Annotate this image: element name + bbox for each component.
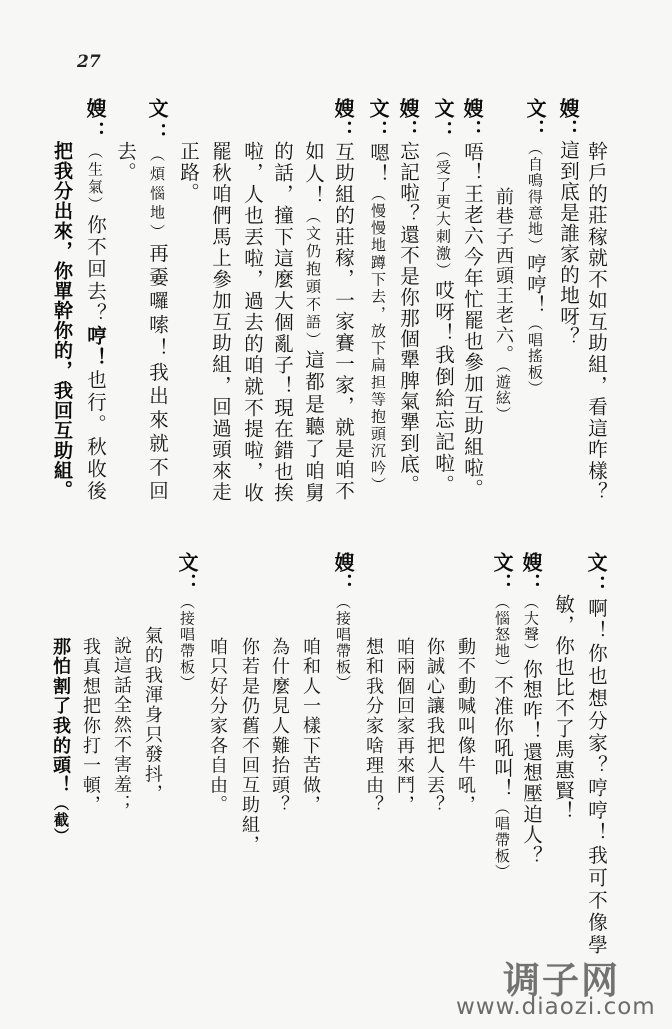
sung-verse: 為什麼見人難抬頭？: [270, 637, 290, 816]
speaker-label: 文：: [584, 552, 608, 598]
dialogue-line: [49, 141, 75, 499]
sung-line: [109, 636, 135, 814]
sung-verse: 咱和人一樣下苦做，: [301, 637, 321, 816]
dialogue-line: [489, 552, 515, 880]
watermark-logo: 调子网: [503, 959, 620, 1002]
speech-text: 如人！: [302, 141, 325, 208]
dialogue-line: [300, 141, 326, 502]
sung-line: [78, 637, 104, 815]
speaker-label: 文：: [366, 98, 390, 143]
speech-text: 哎呀！我倒給忘記啦。: [432, 279, 455, 495]
speech-text: 去。: [114, 141, 137, 183]
sung-line: [453, 637, 479, 815]
speaker-label: 嫂：: [519, 552, 543, 594]
speech-text: 嗯！: [367, 142, 390, 186]
speaker-label: 文：: [145, 98, 169, 147]
dialogue-line: [207, 141, 233, 501]
stage-direction: （惱怒地）: [493, 594, 511, 675]
speaker-label: 文：: [175, 552, 199, 594]
speaker-label: 文：: [490, 552, 514, 594]
speech-text: 哼哼！: [524, 253, 547, 316]
sung-verse: 想和我分家啥理由？: [364, 637, 384, 816]
dialogue-line: [518, 552, 544, 866]
sung-line: [298, 637, 324, 815]
stage-direction: （大聲）: [522, 594, 540, 659]
stage-direction: （慢慢地蹲下去，放下扁担等抱頭沉吟）: [369, 185, 387, 493]
speech-text: 正路。: [177, 141, 200, 204]
speaker-label: 文：: [431, 98, 455, 143]
stage-direction: （受了更大刺激）: [434, 142, 452, 280]
sung-verse: 咱兩個回家再來鬥，: [395, 637, 415, 816]
sung-verse: 前巷子西頭王老六。: [493, 187, 514, 366]
speech-text: 的話，撞下這麼大個亂子！現在錯也挨: [271, 141, 294, 502]
speech-text: 幹戶的莊稼就不如互助組，看這咋樣？: [585, 141, 608, 501]
watermark-url: www.diaozi.com: [456, 994, 656, 1020]
dialogue-line: [550, 594, 576, 822]
speech-text: 你不回去？: [84, 214, 107, 326]
sung-line: [140, 626, 166, 804]
dialogue-line: [583, 141, 609, 501]
page-number: 27: [77, 52, 101, 72]
stage-direction: （遊絃）: [494, 365, 512, 423]
speech-text: 啦，人也丟啦，過去的咱就不提啦，收: [241, 141, 264, 502]
dialogue-line: [395, 98, 421, 494]
speaker-label: 嫂：: [460, 98, 484, 142]
speech-text-emphasis: 把我分出來，你單幹你的，我回互助組。: [51, 141, 73, 499]
sung-line: [237, 637, 263, 855]
sung-verse: 氣的我渾身只發抖，: [143, 626, 163, 805]
dialogue-line: [112, 141, 138, 182]
speaker-label: 嫂：: [396, 98, 420, 141]
speech-text: 啊！你也想分家？哼哼！我可不像學: [585, 597, 608, 955]
sung-verse: 你誠心讓我把人丟？: [425, 637, 445, 816]
sung-line: [205, 637, 231, 815]
stage-direction: （唱帶板）: [493, 799, 511, 881]
speaker-label: 文：: [523, 98, 547, 140]
speech-text: 忘記啦？還不是你那個犟脾氣犟到底。: [397, 140, 420, 495]
stage-direction: （接唱帶板）: [178, 594, 196, 692]
speaker-label: 嫂：: [556, 98, 580, 140]
dialogue-line: [330, 552, 356, 691]
dialogue-line: [330, 98, 356, 500]
sung-verse: 咱只好分家各自由。: [208, 637, 228, 816]
dialogue-line: [82, 98, 108, 500]
dialogue-line: [239, 141, 265, 502]
speech-text: 也行。秋收後: [84, 369, 107, 501]
stage-direction: （自鳴得意地）: [526, 140, 544, 254]
speaker-label: 嫂：: [331, 98, 355, 142]
speaker-label: 嫂：: [83, 98, 107, 144]
dialogue-line: [555, 98, 581, 347]
sung-line: [422, 637, 448, 815]
speech-text: 敏，你也比不了馬惠賢！: [552, 594, 575, 822]
sung-line: [48, 637, 74, 844]
speech-text: 你想咋！還想壓迫人？: [520, 658, 543, 866]
sung-verse: 我真想把你打一頓，: [81, 637, 101, 816]
stage-direction: （煩惱地）: [148, 146, 166, 243]
dialogue-line: [365, 98, 391, 492]
dialogue-line: [174, 552, 200, 691]
sung-verse: 你若是仍舊不回互助組，: [240, 637, 260, 855]
speech-text: 唔！王老六今年忙罷也參加互助組啦。: [461, 141, 484, 499]
speech-text: 不准你吼叫！: [491, 675, 514, 800]
speech-text: 再嫑囉嗦！我出來就不回: [146, 242, 169, 501]
speech-text: 互助組的莊稼，一家賽一家，就是咱不: [332, 141, 355, 501]
dialogue-line: [583, 552, 609, 954]
dialogue-line: [175, 141, 201, 203]
sung-line: [490, 187, 516, 423]
speech-text: 這都是聽了咱舅: [302, 349, 325, 503]
sung-verse: 說這話全然不害羞；: [112, 636, 132, 815]
sung-line: [392, 637, 418, 815]
dialogue-line: [522, 98, 548, 397]
stage-direction: （唱搖板）: [526, 315, 544, 397]
dialogue-line: [269, 141, 295, 502]
sung-verse-emphasis: 那怕割了我的頭！: [51, 637, 71, 796]
speech-text: 罷秋咱們馬上參加互助組，回過頭來走: [209, 141, 232, 501]
dialogue-line: [144, 98, 170, 500]
sung-verse: 動不動喊叫像牛吼，: [456, 637, 476, 816]
dialogue-line: [430, 98, 456, 494]
stage-direction: （文仍抱頭不語）: [304, 207, 322, 350]
dialogue-line: [459, 98, 485, 498]
stage-direction: （生氣）: [86, 143, 104, 215]
speech-text-emphasis: 哼！: [84, 325, 107, 370]
sung-line: [267, 637, 293, 815]
stage-direction: （接唱帶板）: [334, 594, 352, 692]
sung-line: [361, 637, 387, 815]
speaker-label: 嫂：: [331, 552, 355, 594]
stage-direction: （截）: [52, 795, 70, 845]
speech-text: 這到底是誰家的地呀？: [557, 140, 580, 347]
